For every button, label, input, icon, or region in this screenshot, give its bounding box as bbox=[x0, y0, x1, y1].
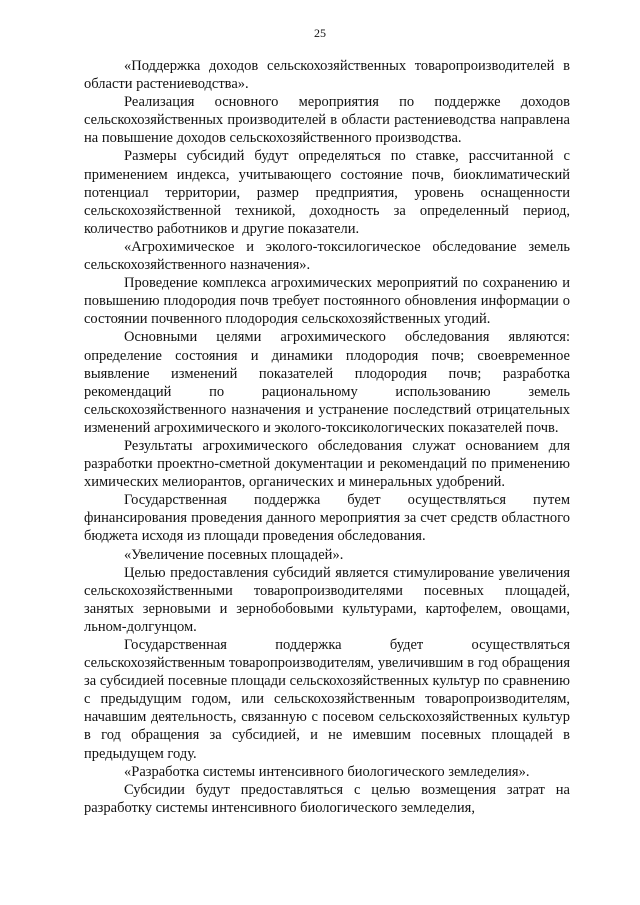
paragraph: Реализация основного мероприятия по поддержке доходов сельскохозяйственных производителей в области растениеводства направлена на повышение доходов сельскохозяйственного производства. bbox=[84, 94, 570, 147]
paragraph: Проведение комплекса агрохимических мероприятий по сохранению и повышению плодородия почв требует постоянного обновления информации о состоянии почвенного плодородия сельскохозяйственных угодий. bbox=[84, 275, 570, 328]
paragraph: Субсидии будут предоставляться с целью возмещения затрат на разработку системы интенсивного биологического земледелия, bbox=[84, 781, 570, 816]
paragraph: Результаты агрохимического обследования служат основанием для разработки проектно-сметной документации и рекомендаций по применению химических мелиорантов, органических и минеральных удобрений. bbox=[84, 437, 570, 491]
paragraph: Размеры субсидий будут определяться по ставке, рассчитанной с применением индекса, учитывающего состояние почв, биоклиматический потенциал территории, размер предприятия, уровень оснащенности сельскохозяйственной техникой, доходность за определенный период, количество работников и другие показатели. bbox=[84, 148, 570, 237]
paragraph-section-heading: «Поддержка доходов сельскохозяйственных товаропроизводителей в области растениеводства». bbox=[84, 58, 570, 93]
paragraph-section-heading: «Увеличение посевных площадей». bbox=[124, 546, 344, 563]
paragraph: Основными целями агрохимического обследования являются: определение состояния и динамики плодородия почв; своевременное выявление изменений показателей плодородия почв; разработка рекомендаций по рациональному использованию земель сельскохозяйственного назначения и устранение последствий отрицательных изменений агрохимического и эколого-токсикологических показателей почв. bbox=[84, 329, 570, 436]
page-number: 25 bbox=[314, 26, 326, 40]
paragraph: Целью предоставления субсидий является стимулирование увеличения сельскохозяйственными товаропроизводителями посевных площадей, занятых зерновыми и зернобобовыми культурами, картофелем, овощами, льном-долгунцом. bbox=[84, 564, 570, 635]
document-body bbox=[84, 57, 570, 817]
paragraph-section-heading: «Разработка системы интенсивного биологического земледелия». bbox=[124, 763, 530, 780]
paragraph: Государственная поддержка будет осуществляться путем финансирования проведения данного мероприятия за счет средств областного бюджета исходя из площади проведения обследования. bbox=[84, 492, 570, 545]
paragraph-section-heading: «Агрохимическое и эколого-токсилогическое обследование земель сельскохозяйственного назначения». bbox=[84, 238, 570, 274]
paragraph: Государственная поддержка будет осуществляться сельскохозяйственным товаропроизводителям, увеличившим в год обращения за субсидией посевные площади сельскохозяйственных культур по сравнению с предыдущим годом, или сельскохозяйственным товаропроизводителям, начавшим деятельность, связанную с посевом сельскохозяйственных культур в год обращения за субсидией, и не имевшим посевных площадей в предыдущем году. bbox=[84, 637, 570, 762]
